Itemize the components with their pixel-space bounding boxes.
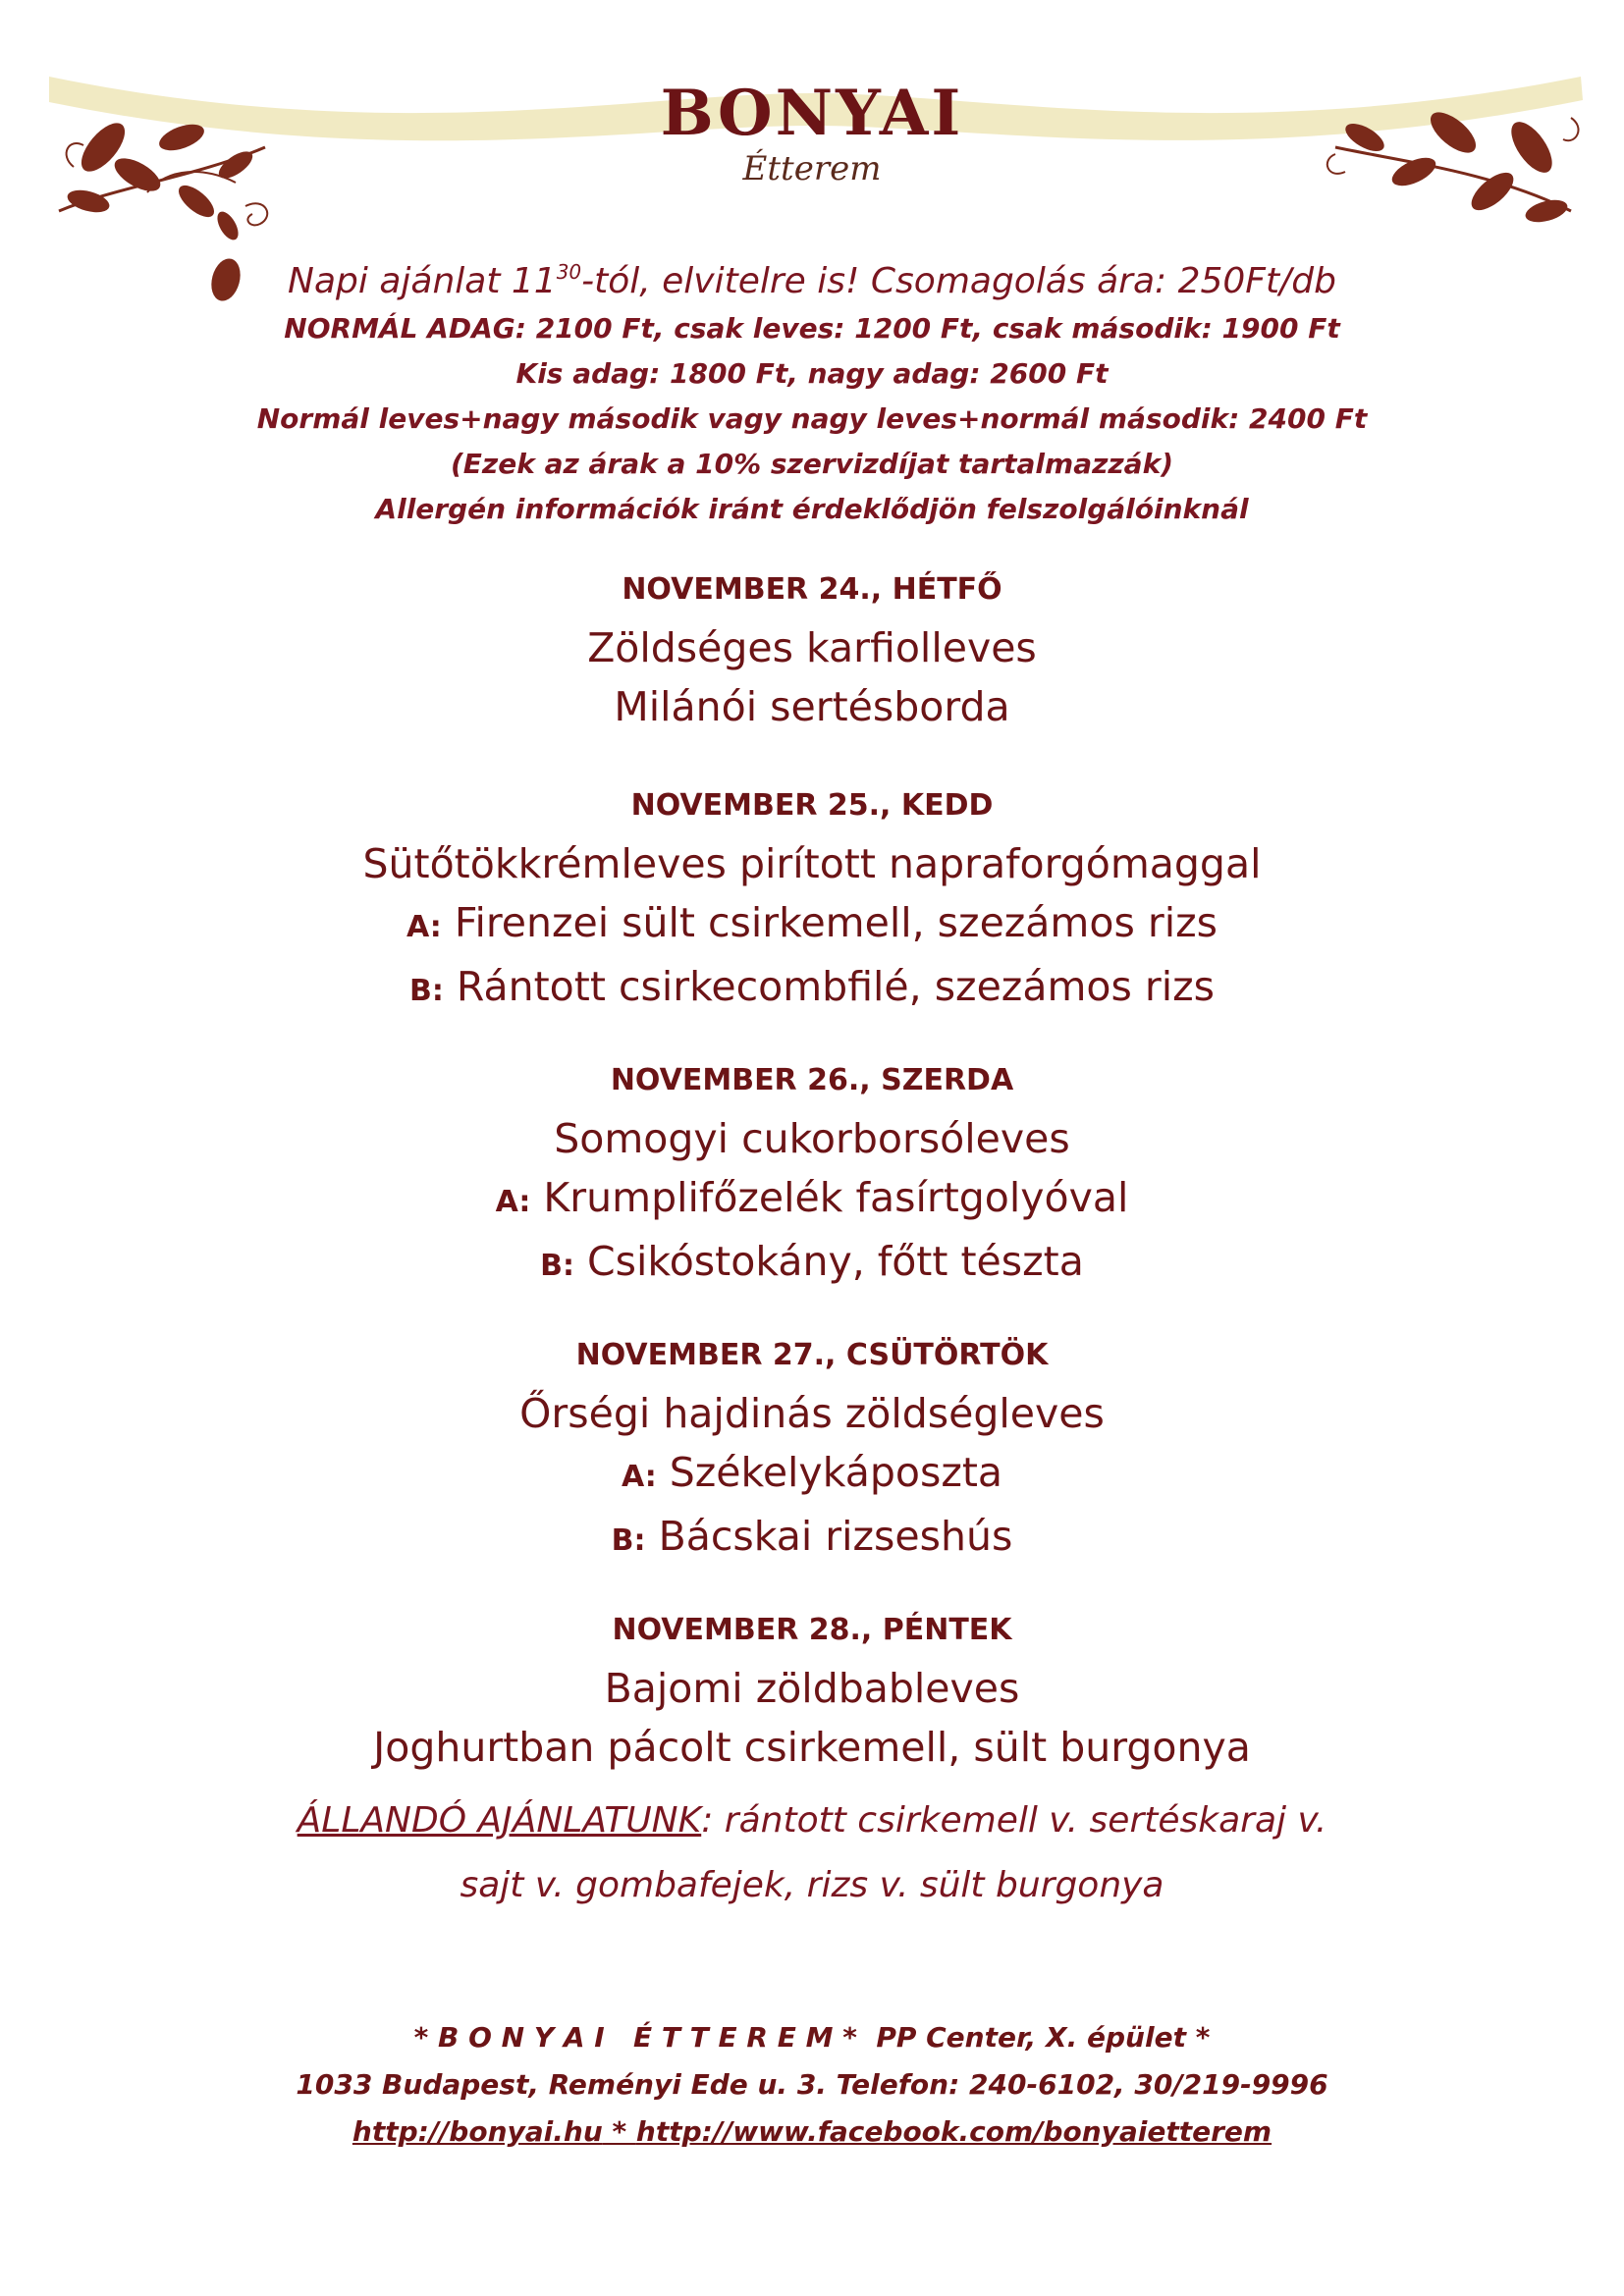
soup: Sütőtökkrémleves pirított napraforgómaggal xyxy=(362,840,1262,887)
price-line: Kis adag: 1800 Ft, nagy adag: 2600 Ft xyxy=(515,357,1109,390)
day-title: NOVEMBER 24., HÉTFŐ xyxy=(622,572,1002,607)
day-title: NOVEMBER 27., CSÜTÖRTÖK xyxy=(575,1338,1049,1372)
footer-links xyxy=(0,2109,1624,2156)
standing-offer-text: : rántott csirkemell v. sertéskaraj v. xyxy=(701,1800,1327,1841)
option-b xyxy=(0,1507,1624,1571)
option-dish: Bácskai rizseshús xyxy=(658,1513,1013,1560)
option-b xyxy=(0,957,1624,1021)
tagline-text-rest: -tól, elvitelre is! Csomagolás ára: 250Ft/db xyxy=(581,261,1336,301)
service-fee-note: (Ezek az árak a 10% szervizdíjat tartalmazzák) xyxy=(450,448,1173,480)
standing-offer-text-line2: sajt v. gombafejek, rizs v. sült burgonya xyxy=(460,1865,1164,1905)
option-label: A: xyxy=(495,1185,531,1219)
option-b xyxy=(0,1232,1624,1296)
day-title: NOVEMBER 25., KEDD xyxy=(630,788,994,823)
tagline-time-superscript: 30 xyxy=(556,260,582,284)
main-dish: Joghurtban pácolt csirkemell, sült burgonya xyxy=(373,1724,1251,1771)
soup: Somogyi cukorborsóleves xyxy=(554,1115,1070,1162)
option-dish: Krumplifőzelék fasírtgolyóval xyxy=(543,1174,1129,1221)
main-dish: Milánói sertésborda xyxy=(614,683,1010,730)
option-dish: Firenzei sült csirkemell, szezámos rizs xyxy=(454,899,1218,946)
intro xyxy=(0,257,1624,532)
allergen-note: Allergén információk iránt érdeklődjön felszolgálóinknál xyxy=(375,493,1249,525)
brand-subtitle: Étterem xyxy=(742,149,882,188)
option-dish: Csikóstokány, főtt tészta xyxy=(587,1238,1084,1285)
option-label: A: xyxy=(406,910,442,944)
option-label: B: xyxy=(611,1523,646,1558)
standing-offer-label: ÁLLANDÓ AJÁNLATUNK xyxy=(297,1800,702,1841)
price-line: Normál leves+nagy második vagy nagy leves+normál második: 2400 Ft xyxy=(256,402,1368,435)
option-label: A: xyxy=(621,1460,657,1494)
soup: Bajomi zöldbableves xyxy=(604,1665,1020,1712)
day-wednesday xyxy=(0,1056,1624,1296)
option-label: B: xyxy=(540,1249,574,1283)
tagline xyxy=(0,257,1624,306)
soup: Őrségi hajdinás zöldségleves xyxy=(519,1390,1105,1437)
day-friday xyxy=(0,1606,1624,1777)
option-a xyxy=(0,1168,1624,1232)
option-dish: Rántott csirkecombfilé, szezámos rizs xyxy=(456,963,1215,1010)
option-label: B: xyxy=(408,974,444,1008)
day-thursday xyxy=(0,1331,1624,1571)
day-monday xyxy=(0,565,1624,736)
tagline-text: Napi ajánlat 11 xyxy=(288,261,557,301)
footer-brand-line: * B O N Y A I É T T E R E M * PP Center, X. épület * xyxy=(413,2021,1211,2054)
footer xyxy=(0,2014,1624,2156)
brand-name: BONYAI xyxy=(660,77,964,150)
link-separator: * xyxy=(602,2115,636,2148)
standing-offer-line xyxy=(0,1789,1624,1853)
price-line: NORMÁL ADAG: 2100 Ft, csak leves: 1200 Ft, csak második: 1900 Ft xyxy=(284,312,1340,345)
footer-address-line: 1033 Budapest, Reményi Ede u. 3. Telefon: 240-6102, 30/219-9996 xyxy=(296,2068,1328,2101)
day-title: NOVEMBER 28., PÉNTEK xyxy=(612,1613,1012,1647)
standing-offer xyxy=(0,1789,1624,1918)
option-a xyxy=(0,1443,1624,1507)
soup: Zöldséges karfiolleves xyxy=(587,624,1037,671)
facebook-link[interactable]: http://www.facebook.com/bonyaietterem xyxy=(635,2115,1272,2148)
option-a xyxy=(0,893,1624,957)
option-dish: Székelykáposzta xyxy=(669,1449,1003,1496)
website-link[interactable]: http://bonyai.hu xyxy=(352,2115,603,2148)
day-tuesday xyxy=(0,781,1624,1021)
day-title: NOVEMBER 26., SZERDA xyxy=(610,1063,1014,1097)
